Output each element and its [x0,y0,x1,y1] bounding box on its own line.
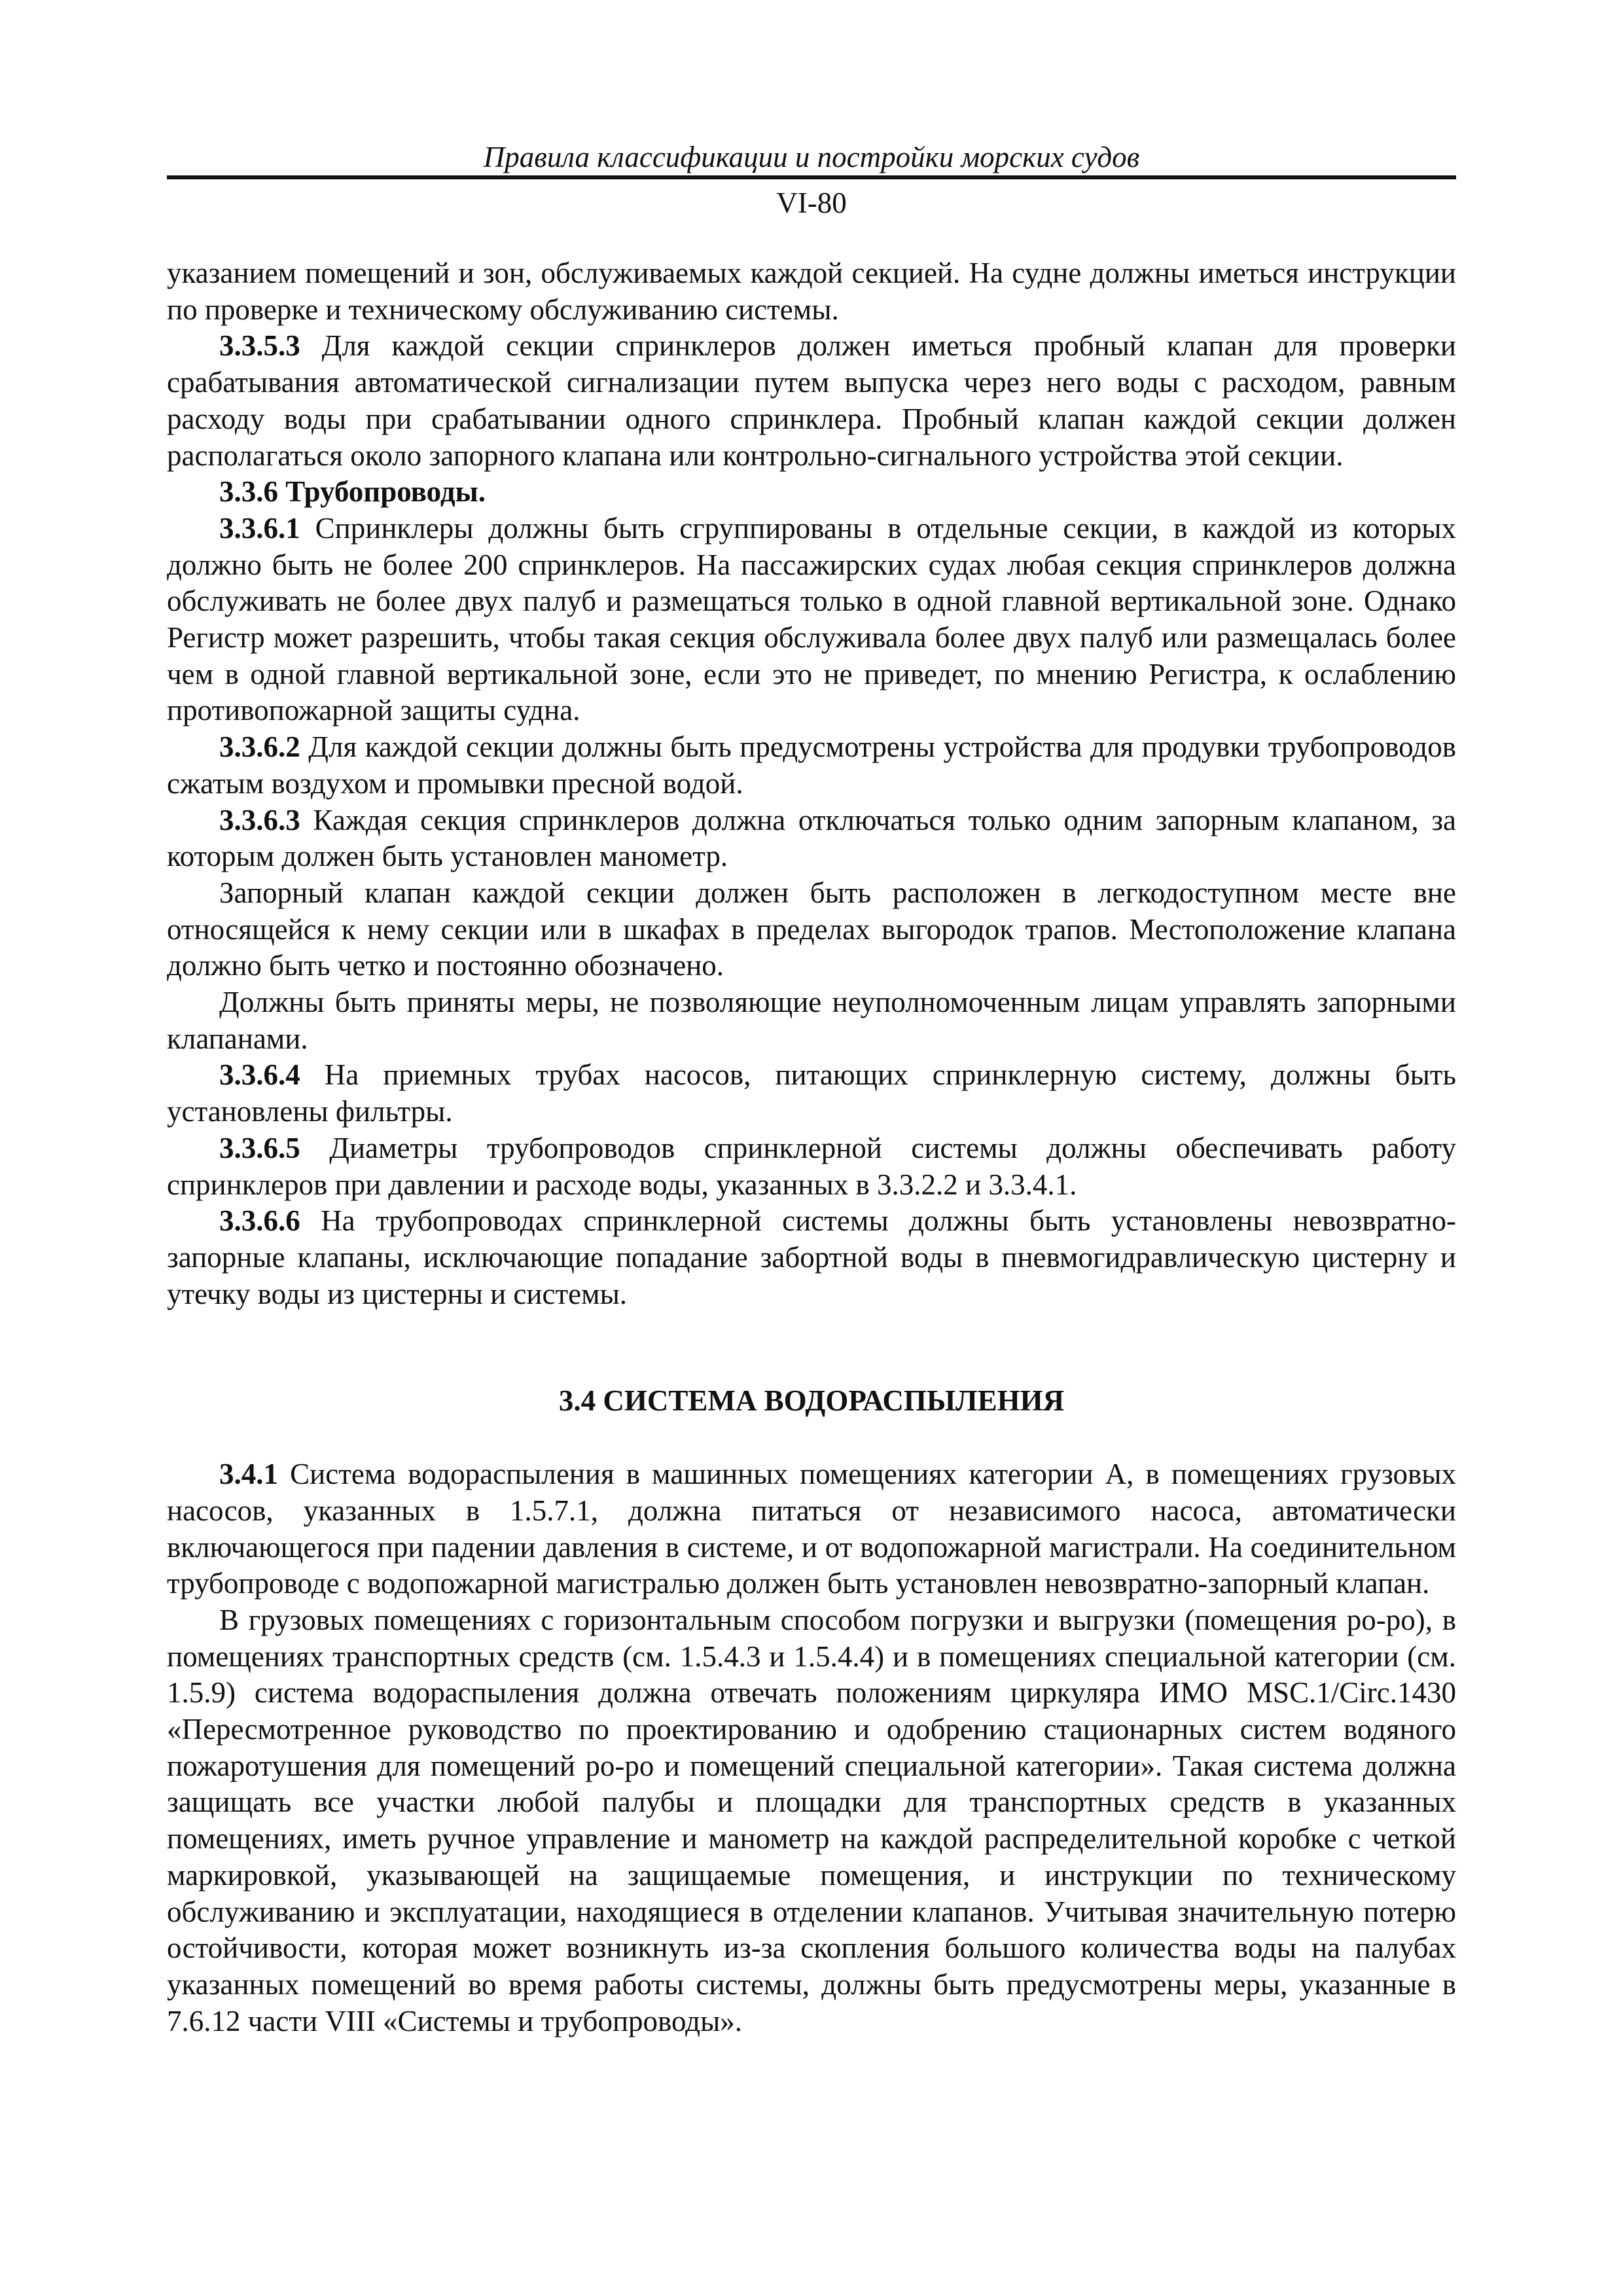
clause-text: Спринклеры должны быть сгруппированы в отдельные секции, в каждой из которых должно быть не более 200 спринклеров. На пассажирских судах любая секция спринклеров должна обслуживать не более двух палуб и размещаться только в одной главной вертикальной зоне. Однако Регистр может разрешить, чтобы такая секция обслуживала более двух палуб или размещалась более чем в одной главной вертикальной зоне, если это не приведет, по мнению Регистра, к ослаблению противопожарной защиты судна. [167,511,1456,727]
clause-number: 3.3.6.3 [219,803,300,836]
clause-text: Каждая секция спринклеров должна отключаться только одним запорным клапаном, за которым должен быть установлен манометр. [167,803,1456,873]
clause-text: Для каждой секции должны быть предусмотрены устройства для продувки трубопроводов сжатым воздухом и промывки пресной водой. [167,730,1456,800]
clause-3-3-6-3 [167,802,1456,875]
clause-text: На приемных трубах насосов, питающих спринклерную систему, должны быть установлены фильтры. [167,1058,1456,1128]
clause-3-3-6-2 [167,729,1456,802]
clause-3-3-6-6 [167,1203,1456,1312]
clause-3-3-5-3 [167,328,1456,474]
clause-number: 3.3.6.4 [219,1058,300,1092]
clause-3-3-6-5 [167,1130,1456,1203]
clause-number: 3.3.6.6 [219,1204,300,1238]
body-text [167,255,1456,2039]
clause-number: 3.3.6.1 [219,511,300,545]
page-number: VI-80 [776,187,847,219]
section-title-3-4: 3.4 СИСТЕМА ВОДОРАСПЫЛЕНИЯ [558,1384,1065,1418]
clause-text: Для каждой секции спринклеров должен иметься пробный клапан для проверки срабатывания автоматической сигнализации путем выпуска через него воды с расходом, равным расходу воды при срабатывании одного спринклера. Пробный клапан каждой секции должен располагаться около запорного клапана или контрольно-сигнального устройства этой секции. [167,329,1456,472]
subheading-3-3-6: 3.3.6 Трубопроводы. [219,475,486,509]
clause-number: 3.3.6.5 [219,1131,300,1164]
paragraph: Должны быть приняты меры, не позволяющие неуполномоченным лицам управлять запорными клапанами. [167,986,1456,1055]
paragraph: указанием помещений и зон, обслуживаемых каждой секцией. На судне должны иметься инструкции по проверке и техническому обслуживанию системы. [167,257,1456,326]
paragraph: Запорный клапан каждой секции должен быть расположен в легкодоступном месте вне относящейся к нему секции или в шкафах в пределах выгородок трапов. Местоположение клапана должно быть четко и постоянно обозначено. [167,876,1456,982]
clause-3-3-6-4 [167,1057,1456,1130]
clause-text: На трубопроводах спринклерной системы должны быть установлены невозвратно-запорные клапаны, исключающие попадание забортной воды в пневмогидравлическую цистерну и утечку воды из цистерны и системы. [167,1204,1456,1310]
running-title: Правила классификации и постройки морских судов [483,141,1140,173]
clause-text: Диаметры трубопроводов спринклерной системы должны обеспечивать работу спринклеров при давлении и расходе воды, указанных в 3.3.2.2 и 3.3.4.1. [167,1131,1456,1201]
clause-3-4-1 [167,1456,1456,1602]
paragraph: В грузовых помещениях с горизонтальным способом погрузки и выгрузки (помещения ро-ро), в помещениях транспортных средств (см. 1.5.4.3 и 1.5.4.4) и в помещениях специальной категории (см. 1.5.9) система водораспыления должна отвечать положениям циркуляра ИМО MSC.1/Circ.1430 «Пересмотренное руководство по проектированию и одобрению стационарных систем водяного пожаротушения для помещений ро-ро и помещений специальной категории». Такая система должна защищать все участки любой палубы и площадки для транспортных средств в указанных помещениях, иметь ручное управление и манометр на каждой распределительной коробке с четкой маркировкой, указывающей на защищаемые помещения, и инструкции по техническому обслуживанию и эксплуатации, находящиеся в отделении клапанов. Учитывая значительную потерю остойчивости, которая может возникнуть из-за скопления большого количества воды на палубах указанных помещений во время работы системы, должны быть предусмотрены меры, указанные в 7.6.12 части VIII «Системы и трубопроводы». [167,1603,1456,2037]
clause-text: Система водораспыления в машинных помещениях категории А, в помещениях грузовых насосов, указанных в 1.5.7.1, должна питаться от независимого насоса, автоматически включающегося при падении давления в системе, и от водопожарной магистрали. На соединительном трубопроводе с водопожарной магистралью должен быть установлен невозвратно-запорный клапан. [167,1458,1456,1600]
clause-3-3-6-1 [167,511,1456,729]
clause-number: 3.4.1 [219,1458,278,1491]
clause-number: 3.3.5.3 [219,329,300,363]
clause-number: 3.3.6.2 [219,730,300,764]
header-divider [167,175,1456,179]
